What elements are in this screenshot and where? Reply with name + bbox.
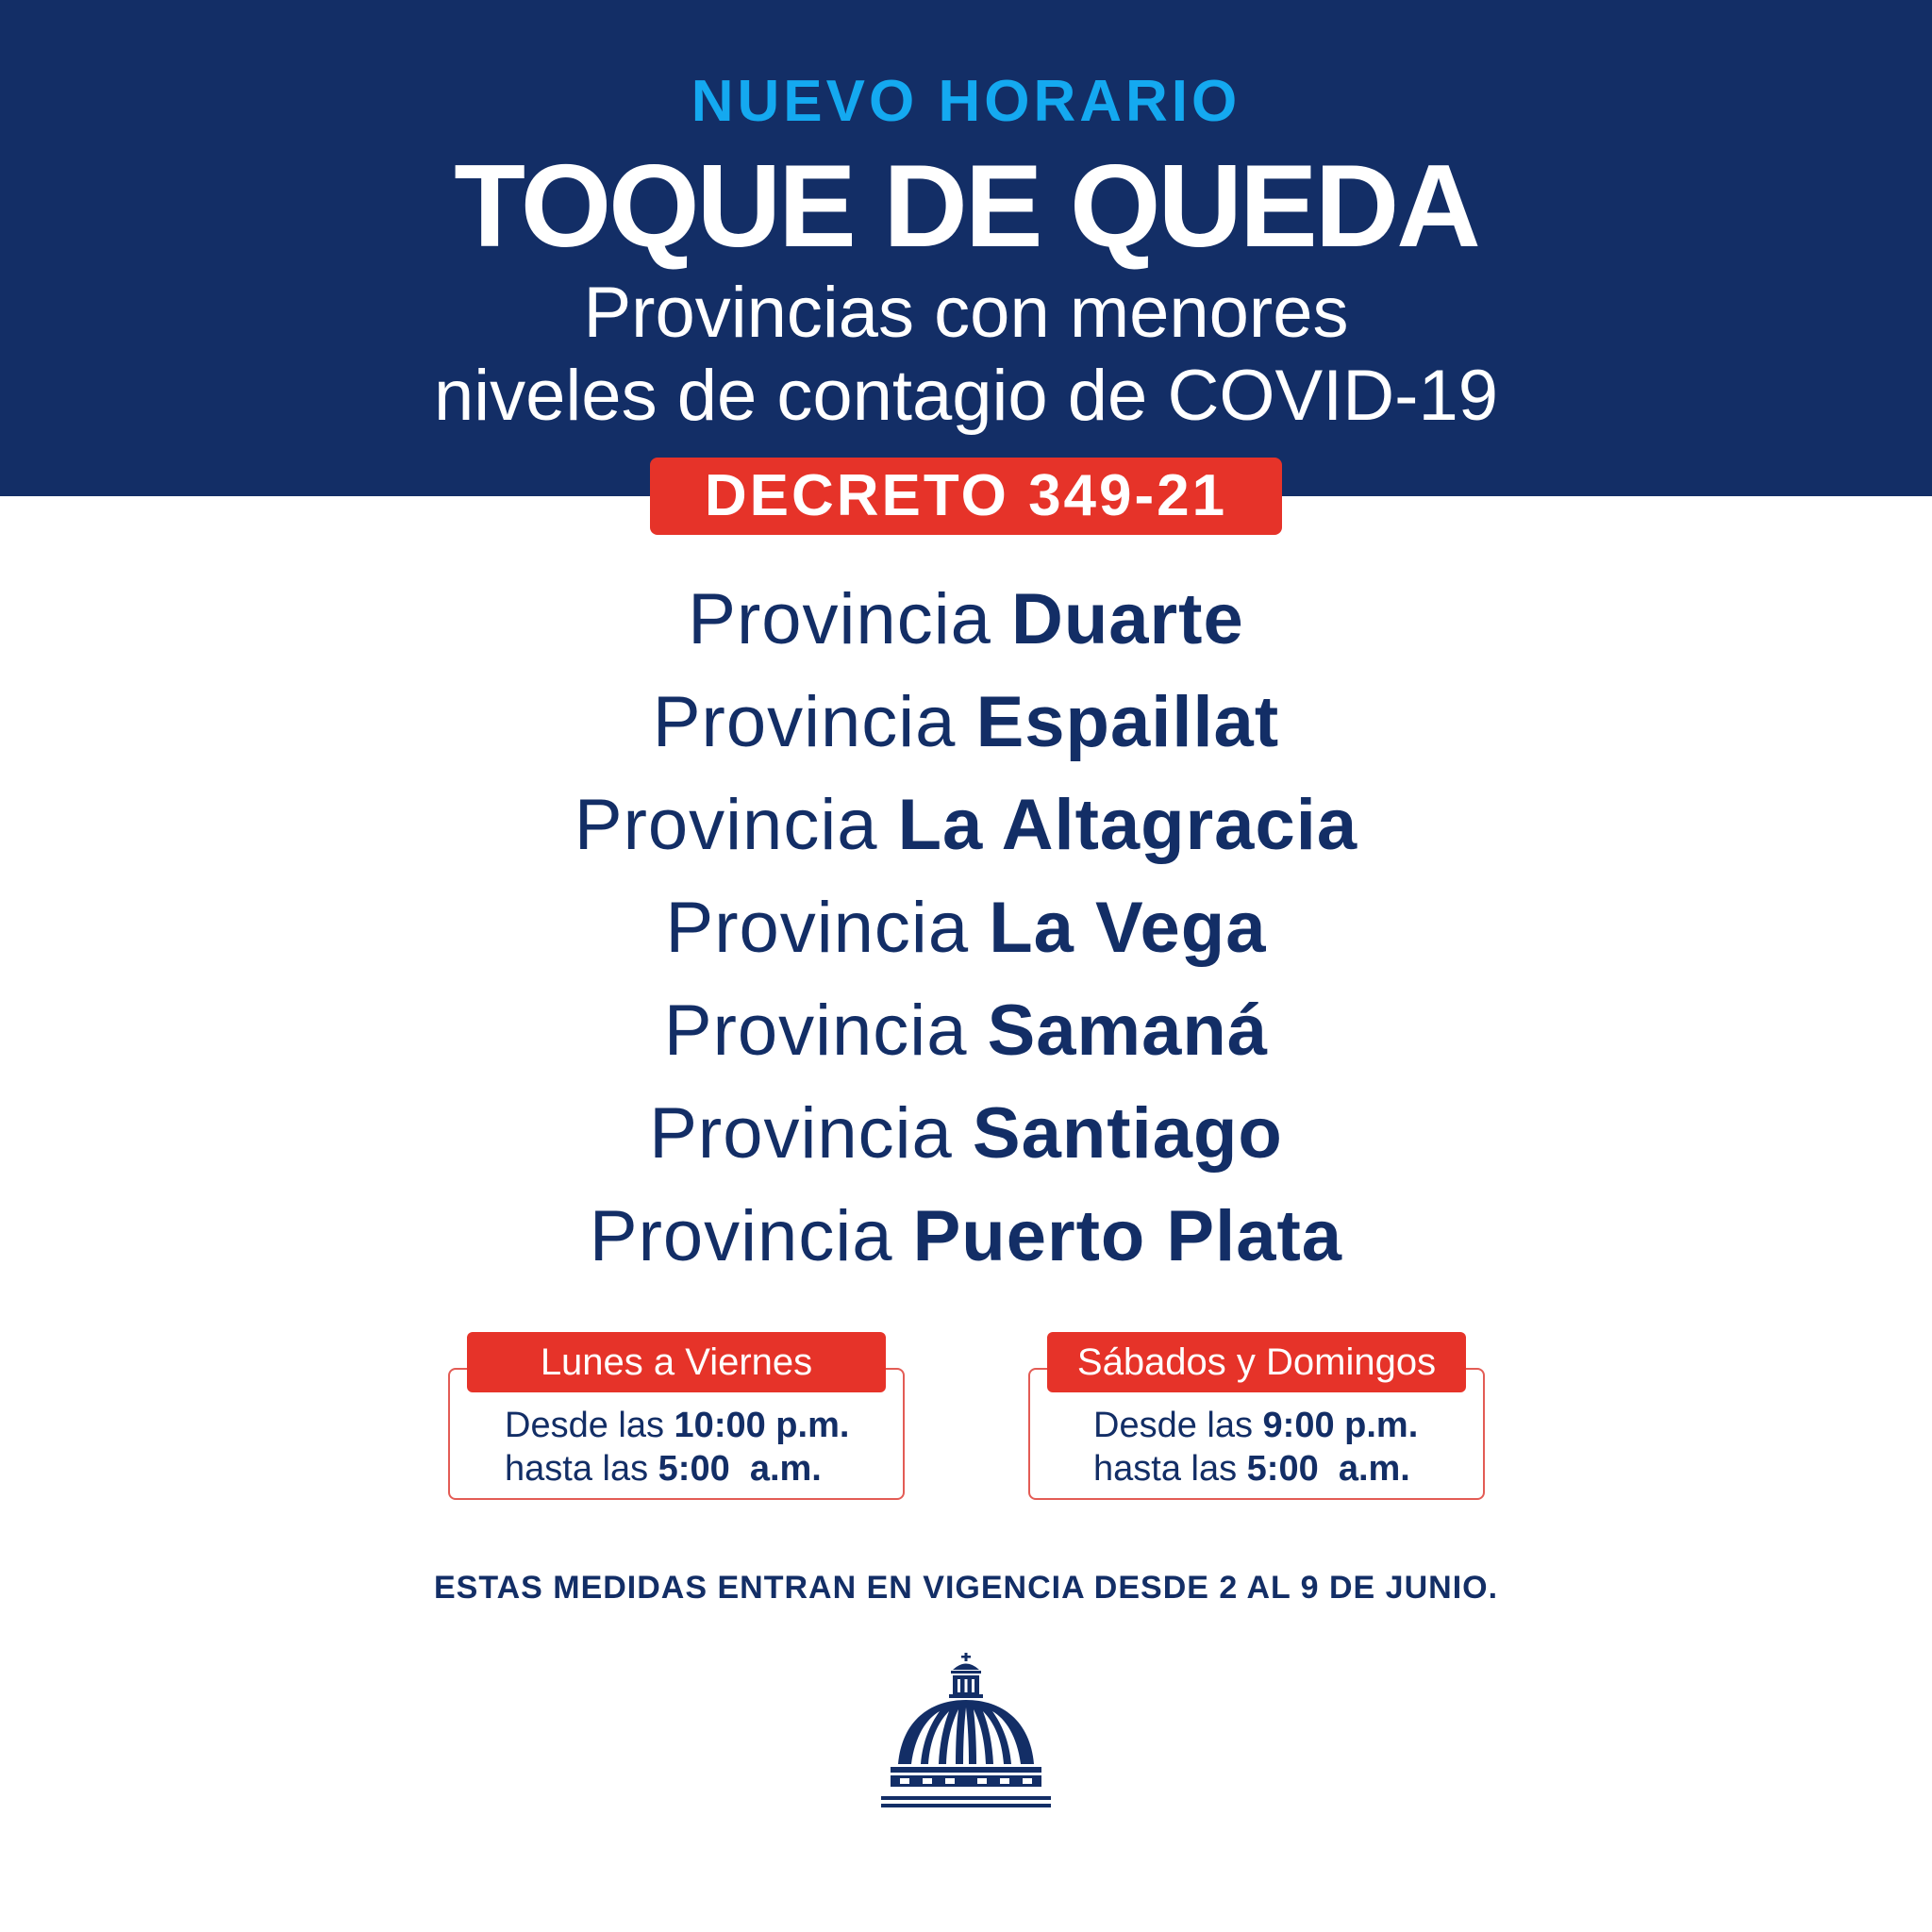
to-prefix: hasta las [505, 1449, 649, 1489]
schedule-weekdays-hours [505, 1404, 849, 1491]
schedule-weekend-hours [1093, 1404, 1418, 1491]
kicker-text: NUEVO HORARIO [691, 69, 1241, 134]
to-time: 5:00 a.m. [1246, 1449, 1410, 1489]
province-item [0, 1185, 1932, 1288]
province-prefix: Provincia [589, 1196, 893, 1276]
province-name: Puerto Plata [912, 1196, 1343, 1276]
province-prefix: Provincia [574, 785, 878, 865]
subtitle-line-1: Provincias con menores [583, 273, 1349, 353]
province-name: Espaillat [975, 682, 1280, 762]
province-name: Samaná [987, 991, 1269, 1071]
province-list [0, 568, 1932, 1288]
province-prefix: Provincia [665, 888, 970, 968]
province-name: La Altagracia [897, 785, 1358, 865]
from-prefix: Desde las [505, 1406, 664, 1445]
province-item [0, 1082, 1932, 1185]
validity-note: ESTAS MEDIDAS ENTRAN EN VIGENCIA DESDE 2 AL 9 DE JUNIO. [433, 1570, 1499, 1606]
schedule-to-line [1093, 1447, 1418, 1491]
page-title: TOQUE DE QUEDA [454, 142, 1478, 272]
schedule-from-line [1093, 1404, 1418, 1447]
province-item [0, 671, 1932, 774]
schedule-from-line [505, 1404, 849, 1447]
province-prefix: Provincia [688, 579, 991, 659]
subtitle-line-2: niveles de contagio de COVID-19 [434, 356, 1498, 436]
palace-dome-icon [874, 1653, 1058, 1823]
from-time: 10:00 p.m. [674, 1406, 850, 1445]
province-item [0, 979, 1932, 1082]
to-prefix: hasta las [1093, 1449, 1238, 1489]
to-time: 5:00 a.m. [658, 1449, 822, 1489]
province-item [0, 876, 1932, 979]
province-name: Santiago [972, 1093, 1283, 1174]
province-prefix: Provincia [663, 991, 968, 1071]
province-prefix: Provincia [649, 1093, 953, 1174]
province-name: Duarte [1010, 579, 1244, 659]
schedule-weekend-title: Sábados y Domingos [1047, 1332, 1466, 1392]
decree-badge: DECRETO 349-21 [650, 458, 1282, 535]
province-prefix: Provincia [652, 682, 957, 762]
province-item [0, 774, 1932, 876]
from-prefix: Desde las [1093, 1406, 1253, 1445]
province-name: La Vega [989, 888, 1267, 968]
subtitle [0, 272, 1932, 438]
schedule-weekend [1028, 1341, 1485, 1500]
schedule-weekdays-title: Lunes a Viernes [467, 1332, 886, 1392]
province-item [0, 568, 1932, 671]
schedule-weekdays [448, 1341, 905, 1500]
from-time: 9:00 p.m. [1262, 1406, 1419, 1445]
schedule-to-line [505, 1447, 849, 1491]
